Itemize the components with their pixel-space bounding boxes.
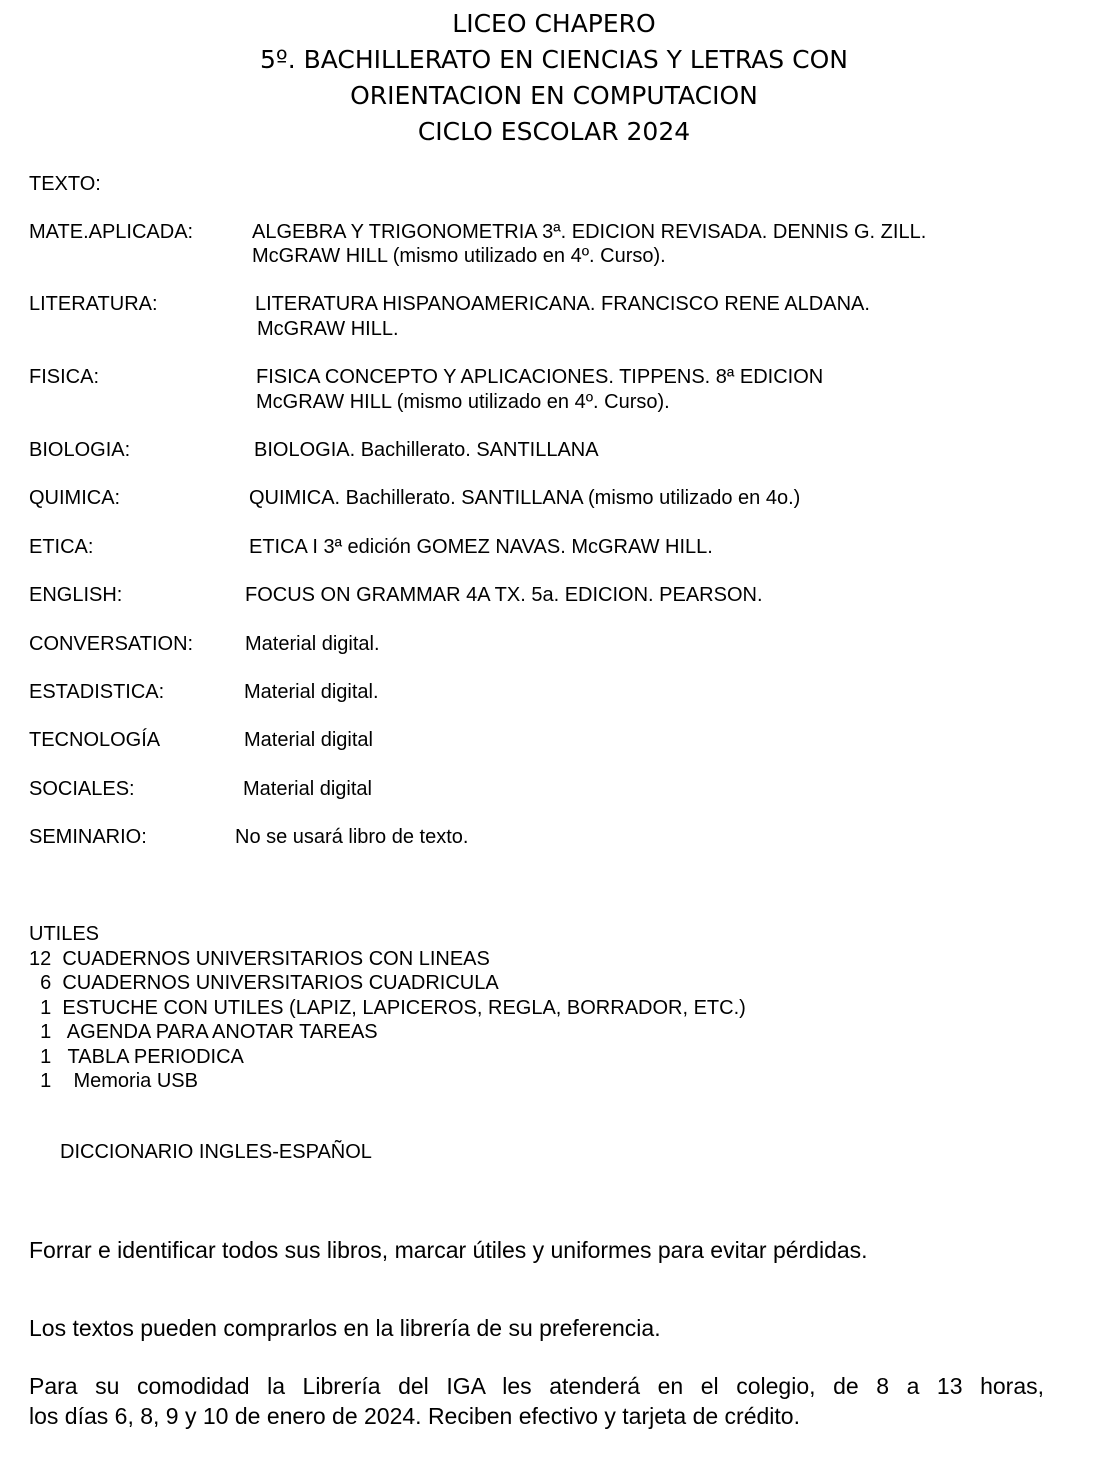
subject-book: QUIMICA. Bachillerato. SANTILLANA (mismo utilizado en 4o.) <box>249 487 801 509</box>
subject-name: ESTADISTICA: <box>29 681 165 703</box>
subject-name: SEMINARIO: <box>29 826 147 848</box>
supplies-list <box>29 922 746 1094</box>
supply-item: 1 ESTUCHE CON UTILES (LAPIZ, LAPICEROS, REGLA, BORRADOR, ETC.) <box>29 996 746 1019</box>
grade-title: 5º. BACHILLERATO EN CIENCIAS Y LETRAS CON <box>260 45 848 74</box>
orientation-title: ORIENTACION EN COMPUTACION <box>350 81 758 110</box>
subject-book: FISICA CONCEPTO Y APLICACIONES. TIPPENS. 8ª EDICION <box>256 366 824 388</box>
subject-name: ENGLISH: <box>29 584 123 606</box>
supply-item: 12 CUADERNOS UNIVERSITARIOS CON LINEAS <box>29 947 490 970</box>
subject-name: CONVERSATION: <box>29 633 194 655</box>
subject-name: QUIMICA: <box>29 487 121 509</box>
subject-name: BIOLOGIA: <box>29 439 131 461</box>
subject-book: LITERATURA HISPANOAMERICANA. FRANCISCO RENE ALDANA. <box>255 293 870 315</box>
note-libreria-line1: Para su comodidad la Librería del IGA les atenderá en el colegio, de 8 a 13 horas, <box>29 1373 1044 1399</box>
subject-book-publisher: McGRAW HILL. <box>257 318 399 340</box>
note-libreria-line2: los días 6, 8, 9 y 10 de enero de 2024. Reciben efectivo y tarjeta de crédito. <box>29 1403 800 1429</box>
subject-book: Material digital <box>244 729 373 751</box>
supply-item: 1 TABLA PERIODICA <box>29 1045 244 1068</box>
subject-book: Material digital. <box>244 681 379 703</box>
subject-book: ETICA I 3ª edición GOMEZ NAVAS. McGRAW HILL. <box>249 536 713 558</box>
school-name: LICEO CHAPERO <box>452 9 656 38</box>
note-textos: Los textos pueden comprarlos en la librería de su preferencia. <box>29 1315 661 1341</box>
school-year: CICLO ESCOLAR 2024 <box>417 117 691 146</box>
subject-book-publisher: McGRAW HILL (mismo utilizado en 4º. Curso). <box>256 391 670 413</box>
subject-name: TECNOLOGÍA <box>29 729 161 751</box>
supply-item: 1 AGENDA PARA ANOTAR TAREAS <box>29 1021 378 1043</box>
subject-book-publisher: McGRAW HILL (mismo utilizado en 4º. Curso). <box>252 245 666 267</box>
subject-book: BIOLOGIA. Bachillerato. SANTILLANA <box>254 439 599 461</box>
supply-item: 1 Memoria USB <box>29 1070 198 1092</box>
subject-name: FISICA: <box>29 366 100 388</box>
texto-label: TEXTO: <box>29 173 101 195</box>
note-forrar: Forrar e identificar todos sus libros, marcar útiles y uniformes para evitar pérdidas. <box>29 1237 868 1263</box>
subject-book: FOCUS ON GRAMMAR 4A TX. 5a. EDICION. PEARSON. <box>245 584 763 606</box>
document-header <box>0 6 1108 150</box>
subject-book: ALGEBRA Y TRIGONOMETRIA 3ª. EDICION REVISADA. DENNIS G. ZILL. <box>252 221 927 243</box>
subject-name: MATE.APLICADA: <box>29 221 194 243</box>
supplies-title: UTILES <box>29 923 100 945</box>
subject-book: Material digital <box>243 778 372 800</box>
subject-name: ETICA: <box>29 536 94 558</box>
dictionary-item: DICCIONARIO INGLES-ESPAÑOL <box>60 1141 372 1163</box>
subject-name: SOCIALES: <box>29 778 135 800</box>
subject-name: LITERATURA: <box>29 293 158 315</box>
subject-book: Material digital. <box>245 633 380 655</box>
subject-book: No se usará libro de texto. <box>235 826 469 848</box>
supply-item: 6 CUADERNOS UNIVERSITARIOS CUADRICULA <box>29 972 499 994</box>
